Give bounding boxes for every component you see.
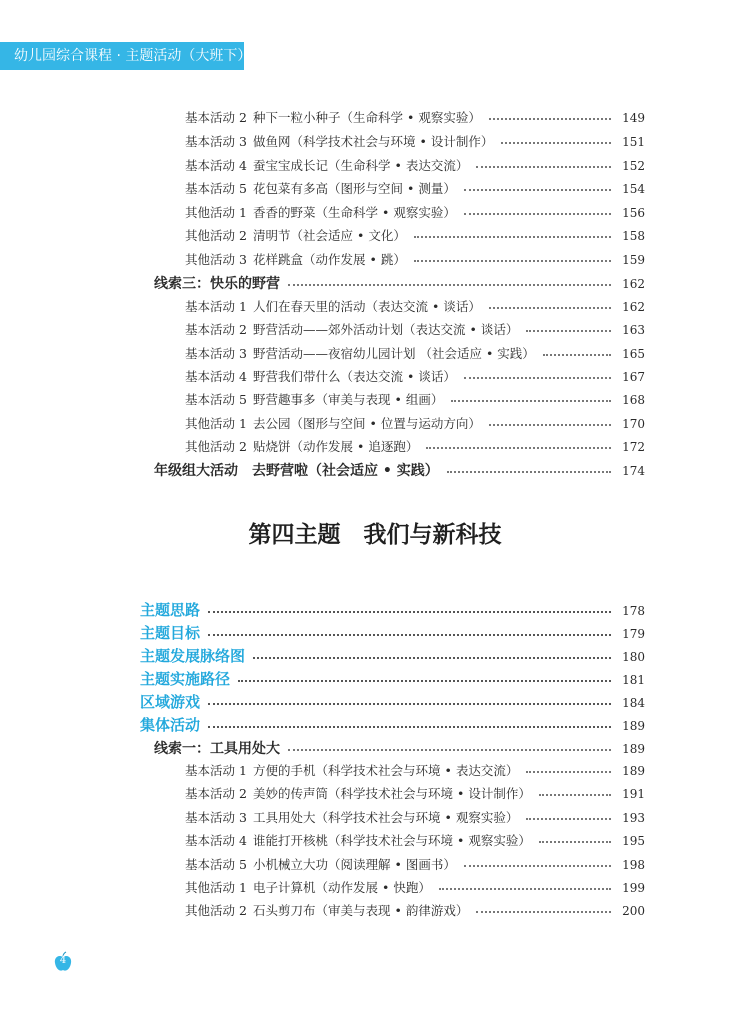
dot-leader [464,189,611,191]
dot-leader [426,447,611,449]
dot-leader [526,771,611,773]
section-page: 184 [622,696,645,710]
entry-page: 200 [622,904,645,918]
grade-activity-title: 年级组大活动 去野营啦（社会适应 • 实践） [154,463,439,479]
entry-code: 其他活动 1 [185,416,247,431]
entry-page: 191 [622,787,645,801]
entry-title: 野营活动——夜宿幼儿园计划 （社会适应 • 实践） [253,346,535,361]
dot-leader [539,841,611,843]
toc-entry[interactable] [185,344,645,362]
dot-leader [414,260,611,262]
section-page: 181 [622,673,645,687]
entry-title: 香香的野菜（生命科学 • 观察实验） [253,205,456,220]
chapter-title: 第四主题 我们与新科技 [248,521,502,548]
entry-code: 其他活动 2 [185,439,247,454]
toc-entry[interactable] [185,390,645,408]
section-page: 189 [622,719,645,733]
toc-entry[interactable] [185,226,645,244]
entry-title: 去公园（图形与空间 • 位置与运动方向） [253,416,481,431]
entry-page: 152 [622,159,645,173]
entry-page: 158 [622,229,645,243]
entry-page: 162 [622,300,645,314]
section-entry[interactable] [140,714,645,735]
thread-page: 162 [622,277,645,291]
entry-title: 清明节（社会适应 • 文化） [253,228,406,243]
entry-page: 165 [622,347,645,361]
dot-leader [208,611,611,613]
toc-entry[interactable] [185,203,645,221]
entry-title: 美妙的传声筒（科学技术社会与环境 • 设计制作） [253,786,531,801]
entry-code: 其他活动 3 [185,252,247,267]
toc-entry[interactable] [185,761,645,779]
entry-title: 石头剪刀布（审美与表现 • 韵律游戏） [253,903,469,918]
entry-code: 其他活动 1 [185,880,247,895]
entry-code: 基本活动 2 [185,786,247,801]
dot-leader [451,400,611,402]
entry-code: 基本活动 3 [185,810,247,825]
entry-title: 野营我们带什么（表达交流 • 谈话） [253,369,456,384]
section-page: 179 [622,627,645,641]
entry-page: 195 [622,834,645,848]
header-title: 幼儿园综合课程 · 主题活动（大班下） [14,48,252,64]
thread-heading[interactable] [154,738,645,758]
entry-code: 基本活动 3 [185,346,247,361]
section-entry[interactable] [140,645,645,666]
entry-title: 方便的手机（科学技术社会与环境 • 表达交流） [253,763,519,778]
thread-title: 线索一：工具用处大 [154,741,280,757]
dot-leader [539,794,611,796]
section-page: 180 [622,650,645,664]
dot-leader [476,911,611,913]
entry-title: 野营趣事多（审美与表现 • 组画） [253,392,444,407]
entry-title: 做鱼网（科学技术社会与环境 • 设计制作） [253,134,494,149]
toc-entry[interactable] [185,901,645,919]
thread-title: 线索三：快乐的野营 [154,276,280,292]
entry-title: 工具用处大（科学技术社会与环境 • 观察实验） [253,810,519,825]
entry-title: 蚕宝宝成长记（生命科学 • 表达交流） [253,158,469,173]
toc-entry[interactable] [185,878,645,896]
toc-entry[interactable] [185,855,645,873]
dot-leader [464,377,611,379]
dot-leader [464,865,611,867]
entry-title: 电子计算机（动作发展 • 快跑） [253,880,431,895]
dot-leader [439,888,611,890]
section-title: 主题发展脉络图 [140,647,246,665]
grade-activity-entry[interactable] [154,460,645,480]
entry-page: 193 [622,811,645,825]
section-title: 主题实施路径 [140,670,231,688]
toc-entry[interactable] [185,367,645,385]
entry-code: 基本活动 4 [185,158,247,173]
entry-page: 199 [622,881,645,895]
header-bar [0,42,252,70]
entry-code: 基本活动 5 [185,857,247,872]
dot-leader [543,354,611,356]
entry-code: 基本活动 1 [185,299,247,314]
section-page: 178 [622,604,645,618]
dot-leader [288,284,611,286]
section-entry[interactable] [140,599,645,620]
entry-code: 基本活动 3 [185,134,247,149]
toc-entry[interactable] [185,132,645,150]
toc-entry[interactable] [185,437,645,455]
entry-code: 其他活动 2 [185,228,247,243]
entry-page: 156 [622,206,645,220]
entry-page: 167 [622,370,645,384]
entry-title: 野营活动——郊外活动计划（表达交流 • 谈话） [253,322,519,337]
toc-entry[interactable] [185,808,645,826]
toc-entry[interactable] [185,784,645,802]
entry-code: 基本活动 2 [185,110,247,125]
section-title: 主题目标 [140,624,201,642]
section-title: 区域游戏 [140,693,201,711]
entry-code: 基本活动 4 [185,833,247,848]
entry-title: 贴烧饼（动作发展 • 追逐跑） [253,439,419,454]
entry-title: 小机械立大功（阅读理解 • 图画书） [253,857,456,872]
entry-code: 基本活动 1 [185,763,247,778]
thread-heading[interactable] [154,273,645,293]
dot-leader [501,142,611,144]
entry-page: 170 [622,417,645,431]
entry-code: 基本活动 5 [185,392,247,407]
dot-leader [208,703,611,705]
entry-code: 基本活动 5 [185,181,247,196]
dot-leader [288,749,611,751]
dot-leader [489,424,611,426]
entry-page: 189 [622,764,645,778]
dot-leader [489,118,611,120]
entry-code: 其他活动 1 [185,205,247,220]
dot-leader [208,634,611,636]
section-entry[interactable] [140,691,645,712]
dot-leader [489,307,611,309]
dot-leader [447,471,611,473]
entry-page: 154 [622,182,645,196]
grade-activity-page: 174 [622,464,645,478]
entry-page: 149 [622,111,645,125]
entry-title: 花包菜有多高（图形与空间 • 测量） [253,181,456,196]
page-number-badge [52,951,74,973]
page-number: 4 [59,955,67,966]
entry-page: 168 [622,393,645,407]
toc-entry[interactable] [185,156,645,174]
section-entry[interactable] [140,622,645,643]
section-title: 主题思路 [140,601,201,619]
entry-page: 198 [622,858,645,872]
section-title: 集体活动 [140,716,201,734]
dot-leader [414,236,611,238]
thread-page: 189 [622,742,645,756]
entry-page: 163 [622,323,645,337]
dot-leader [253,657,611,659]
entry-code: 基本活动 4 [185,369,247,384]
entry-page: 172 [622,440,645,454]
toc-entry[interactable] [185,250,645,268]
entry-title: 人们在春天里的活动（表达交流 • 谈话） [253,299,481,314]
toc-entry[interactable] [185,414,645,432]
dot-leader [464,213,611,215]
dot-leader [238,680,611,682]
dot-leader [476,166,611,168]
toc-entry[interactable] [185,297,645,315]
entry-title: 花样跳盒（动作发展 • 跳） [253,252,406,267]
entry-code: 基本活动 2 [185,322,247,337]
entry-title: 种下一粒小种子（生命科学 • 观察实验） [253,110,481,125]
entry-page: 159 [622,253,645,267]
dot-leader [526,330,611,332]
entry-code: 其他活动 2 [185,903,247,918]
toc-entry[interactable] [185,108,645,126]
toc-entry[interactable] [185,831,645,849]
entry-title: 谁能打开核桃（科学技术社会与环境 • 观察实验） [253,833,531,848]
toc-entry[interactable] [185,320,645,338]
entry-page: 151 [622,135,645,149]
dot-leader [208,726,611,728]
dot-leader [526,818,611,820]
section-entry[interactable] [140,668,645,689]
toc-entry[interactable] [185,179,645,197]
